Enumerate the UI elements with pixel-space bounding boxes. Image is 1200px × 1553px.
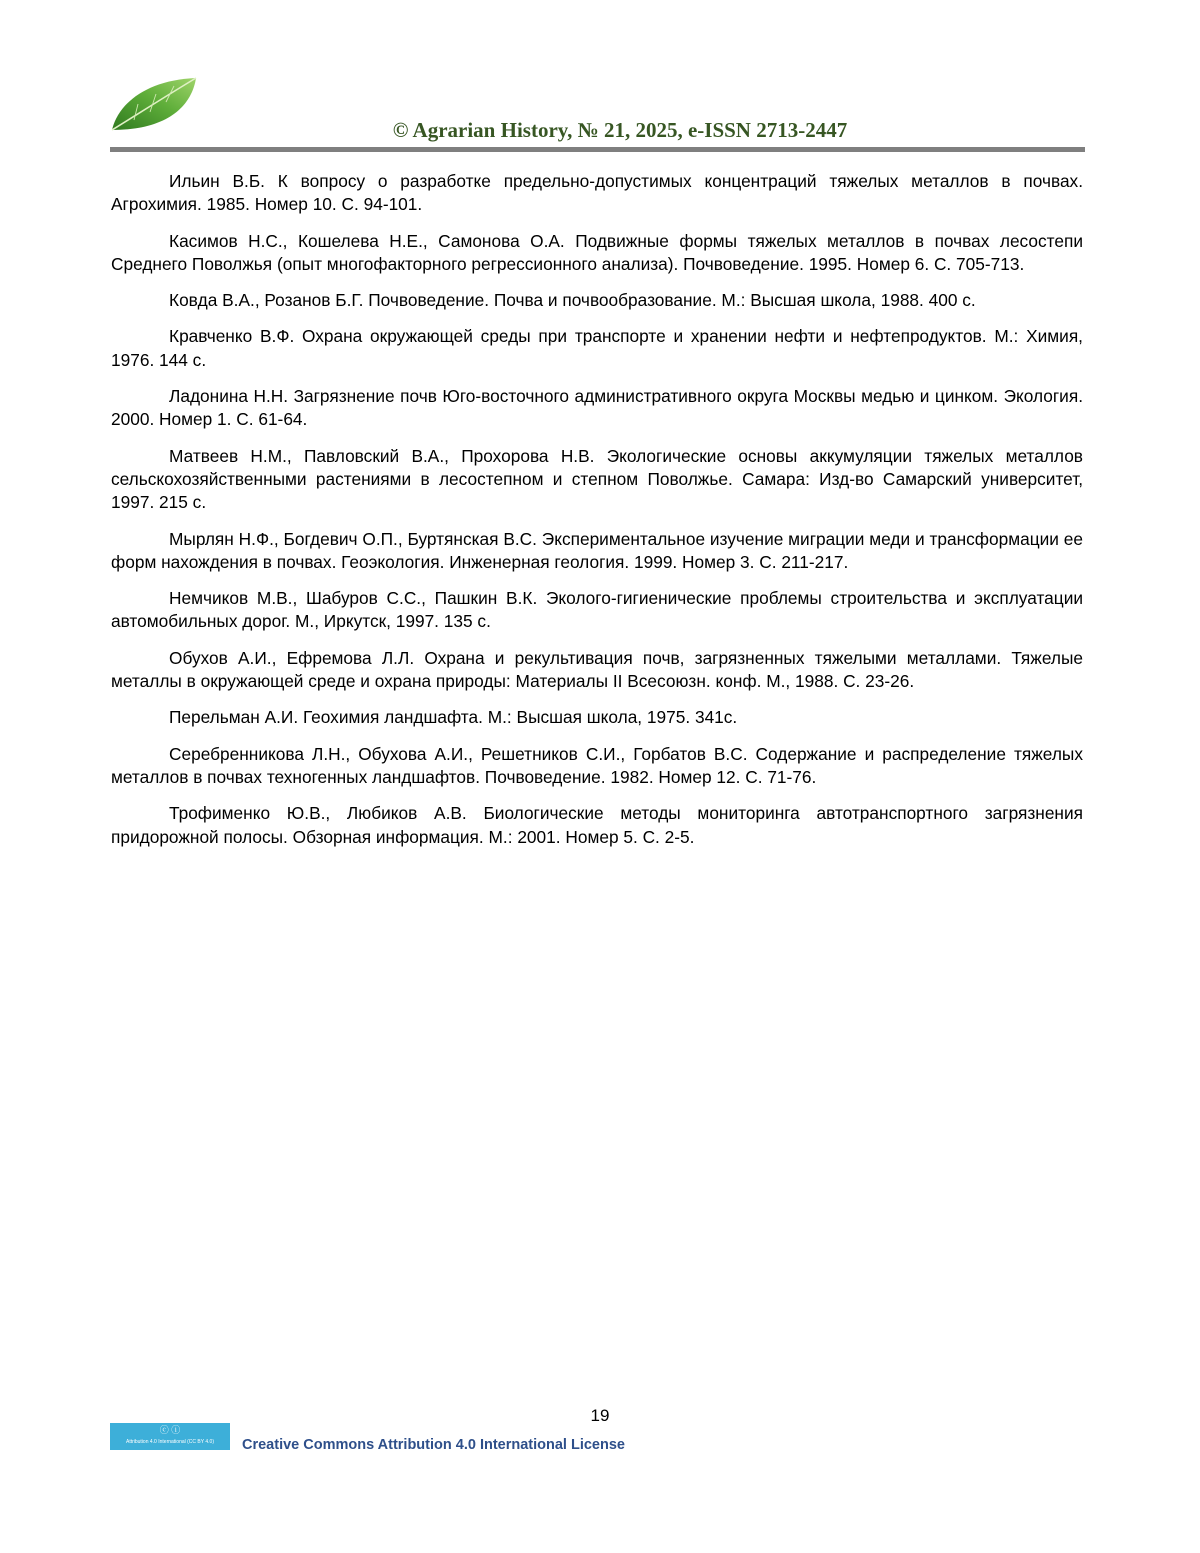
green-leaf-icon (108, 74, 200, 134)
reference-item: Серебренникова Л.Н., Обухова А.И., Решетников С.И., Горбатов В.С. Содержание и распределение тяжелых металлов в почвах техногенных ландшафтов. Почвоведение. 1982. Номер 12. С. 71-76. (111, 743, 1083, 787)
reference-item: Трофименко Ю.В., Любиков А.В. Биологические методы мониторинга автотранспортного загрязнения придорожной полосы. Обзорная информация. М.: 2001. Номер 5. С. 2-5. (111, 803, 1083, 847)
page-header (0, 0, 1200, 160)
page-number: 19 (590, 1406, 610, 1425)
reference-list (111, 170, 1083, 862)
header-divider (110, 147, 1085, 152)
cc-badge-text: Attribution 4.0 International (CC BY 4.0) (125, 1439, 214, 1445)
reference-item: Ладонина Н.Н. Загрязнение почв Юго-восточного административного округа Москвы медью и цинком. Экология. 2000. Номер 1. С. 61-64. (111, 386, 1083, 430)
reference-item: Ильин В.Б. К вопросу о разработке предельно-допустимых концентраций тяжелых металлов в почвах. Агрохимия. 1985. Номер 10. С. 94-101. (111, 171, 1083, 215)
reference-item: Матвеев Н.М., Павловский В.А., Прохорова Н.В. Экологические основы аккумуляции тяжелых металлов сельскохозяйственными растениями в лесостепном и степном Поволжье. Самара: Изд-во Самарский университет, 1997. 215 с. (111, 445, 1083, 513)
reference-item: Немчиков М.В., Шабуров С.С., Пашкин В.К. Эколого-гигиенические проблемы строительства и эксплуатации автомобильных дорог. М., Иркутск, 1997. 135 с. (111, 588, 1083, 632)
reference-item: Касимов Н.С., Кошелева Н.Е., Самонова О.А. Подвижные формы тяжелых металлов в почвах лесостепи Среднего Поволжья (опыт многофакторного регрессионного анализа). Почвоведение. 1995. Номер 6. С. 705-713. (111, 230, 1083, 274)
cc-by-badge[interactable] (110, 1423, 230, 1450)
reference-item: Мырлян Н.Ф., Богдевич О.П., Буртянская В.С. Экспериментальное изучение миграции меди и трансформации ее форм нахождения в почвах. Геоэкология. Инженерная геология. 1999. Номер 3. С. 211-217. (111, 528, 1083, 572)
reference-item: Перельман А.И. Геохимия ландшафта. М.: Высшая школа, 1975. 341с. (169, 707, 738, 728)
reference-item: Ковда В.А., Розанов Б.Г. Почвоведение. Почва и почвообразование. М.: Высшая школа, 1988. 400 с. (169, 290, 976, 311)
reference-item: Обухов А.И., Ефремова Л.Л. Охрана и рекультивация почв, загрязненных тяжелыми металлами. Тяжелые металлы в окружающей среде и охрана природы: Материалы II Всесоюзн. конф. М., 1988. С. 23-26. (111, 647, 1083, 692)
journal-title: © Agrarian History, № 21, 2025, e-ISSN 2713-2447 (392, 118, 848, 142)
license-link[interactable]: Creative Commons Attribution 4.0 International License (242, 1437, 625, 1453)
reference-item: Кравченко В.Ф. Охрана окружающей среды при транспорте и хранении нефти и нефтепродуктов. М.: Химия, 1976. 144 с. (111, 326, 1083, 370)
cc-by-icon: ⓒ ⓘ (159, 1425, 181, 1435)
